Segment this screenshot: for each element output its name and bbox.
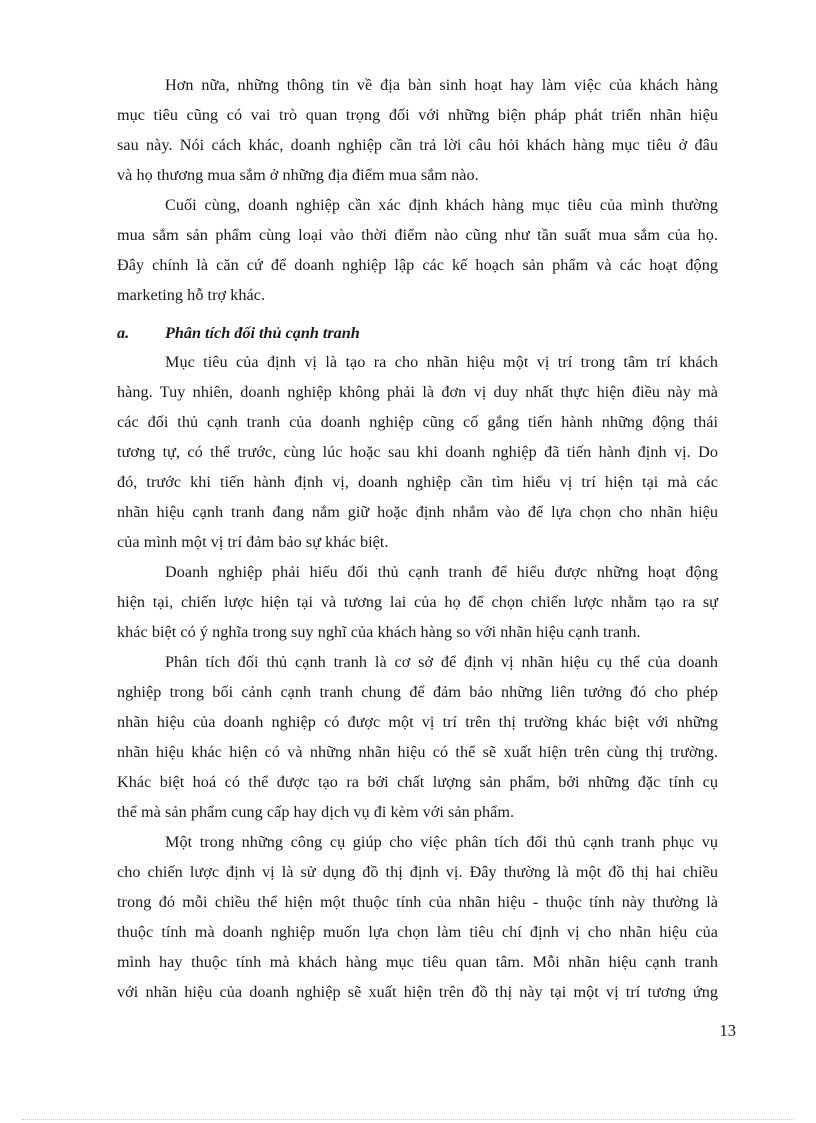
text-line: marketing hỗ trợ khác. — [117, 286, 266, 304]
text-line: hàng. Tuy nhiên, doanh nghiệp không phải là đơn vị duy nhất thực hiện điều này mà — [117, 383, 718, 401]
text-line: Cuối cùng, doanh nghiệp cần xác định khách hàng mục tiêu của mình thường — [165, 196, 718, 214]
text-line: và họ thương mua sắm ở những địa điểm mua sắm nào. — [117, 166, 479, 184]
text-line: Doanh nghiệp phải hiểu đối thủ cạnh tranh để hiểu được những hoạt động — [165, 563, 718, 581]
text-line: nhãn hiệu khác hiện có và những nhãn hiệu có thể sẽ xuất hiện trên cùng thị trường. — [117, 743, 718, 761]
text-line: Phân tích đối thủ cạnh tranh là cơ sở để định vị nhãn hiệu cụ thể của doanh — [165, 653, 718, 671]
text-line: cho chiến lược định vị là sử dụng đồ thị định vị. Đây thường là một đồ thị hai chiều — [117, 863, 718, 881]
text-line: Đây chính là căn cứ để doanh nghiệp lập các kế hoạch sản phẩm và các hoạt động — [117, 256, 718, 274]
text-line: nhãn hiệu cạnh tranh đang nắm giữ hoặc định nhắm vào để lựa chọn cho nhãn hiệu — [117, 503, 718, 521]
text-line: mua sắm sản phẩm cùng loại vào thời điểm nào cũng như tần suất mua sắm của họ. — [117, 226, 718, 244]
section-heading — [117, 318, 718, 348]
page-number: 13 — [719, 1021, 736, 1040]
text-line: thể mà sản phẩm cung cấp hay dịch vụ đi kèm với sản phẩm. — [117, 803, 515, 821]
text-line: của mình một vị trí đảm bảo sự khác biệt. — [117, 533, 389, 551]
text-line: mình hay thuộc tính mà khách hàng mục tiêu quan tâm. Mỗi nhãn hiệu cạnh tranh — [117, 953, 718, 971]
text-line: với nhãn hiệu của doanh nghiệp sẽ xuất hiện trên đồ thị này tại một vị trí tương ứng — [117, 983, 718, 1001]
section-heading-label: a. — [117, 324, 130, 342]
text-line: Mục tiêu của định vị là tạo ra cho nhãn hiệu một vị trí trong tâm trí khách — [165, 353, 718, 371]
text-line: sau này. Nói cách khác, doanh nghiệp cần trả lời câu hỏi khách hàng mục tiêu ở đâu — [117, 136, 718, 154]
text-line: khác biệt có ý nghĩa trong suy nghĩ của khách hàng so với nhãn hiệu cạnh tranh. — [117, 623, 641, 641]
text-line: tương tự, có thể trước, cùng lúc hoặc sau khi doanh nghiệp đã tiến hành định vị. Do — [117, 443, 718, 461]
text-line: các đối thủ cạnh tranh của doanh nghiệp cũng cố gắng tiến hành những động thái — [117, 413, 718, 431]
text-line: đó, trước khi tiến hành định vị, doanh nghiệp cần tìm hiểu vị trí hiện tại mà các — [117, 473, 718, 491]
section-heading-title: Phân tích đối thủ cạnh tranh — [165, 324, 360, 342]
text-line: nhãn hiệu của doanh nghiệp có được một vị trí trên thị trường khác biệt với những — [117, 713, 718, 731]
text-line: trong đó mỗi chiều thể hiện một thuộc tính của nhãn hiệu - thuộc tính này thường là — [117, 893, 718, 911]
text-line: mục tiêu cũng có vai trò quan trọng đối với những biện pháp phát triển nhãn hiệu — [117, 106, 718, 124]
text-line: Một trong những công cụ giúp cho việc phân tích đối thủ cạnh tranh phục vụ — [165, 833, 718, 851]
text-line: Khác biệt hoá có thể được tạo ra bởi chất lượng sản phẩm, bởi những đặc tính cụ — [117, 773, 718, 791]
text-line: thuộc tính mà doanh nghiệp muốn lựa chọn làm tiêu chí định vị cho nhãn hiệu của — [117, 923, 718, 941]
footer-divider — [22, 1119, 794, 1120]
text-line: hiện tại, chiến lược hiện tại và tương lai của họ để chọn chiến lược nhằm tạo ra sự — [117, 593, 718, 611]
text-line: Hơn nữa, những thông tin về địa bàn sinh hoạt hay làm việc của khách hàng — [165, 76, 718, 94]
text-line: nghiệp trong bối cảnh cạnh tranh chung để đảm bảo những liên tưởng đó cho phép — [117, 683, 718, 701]
